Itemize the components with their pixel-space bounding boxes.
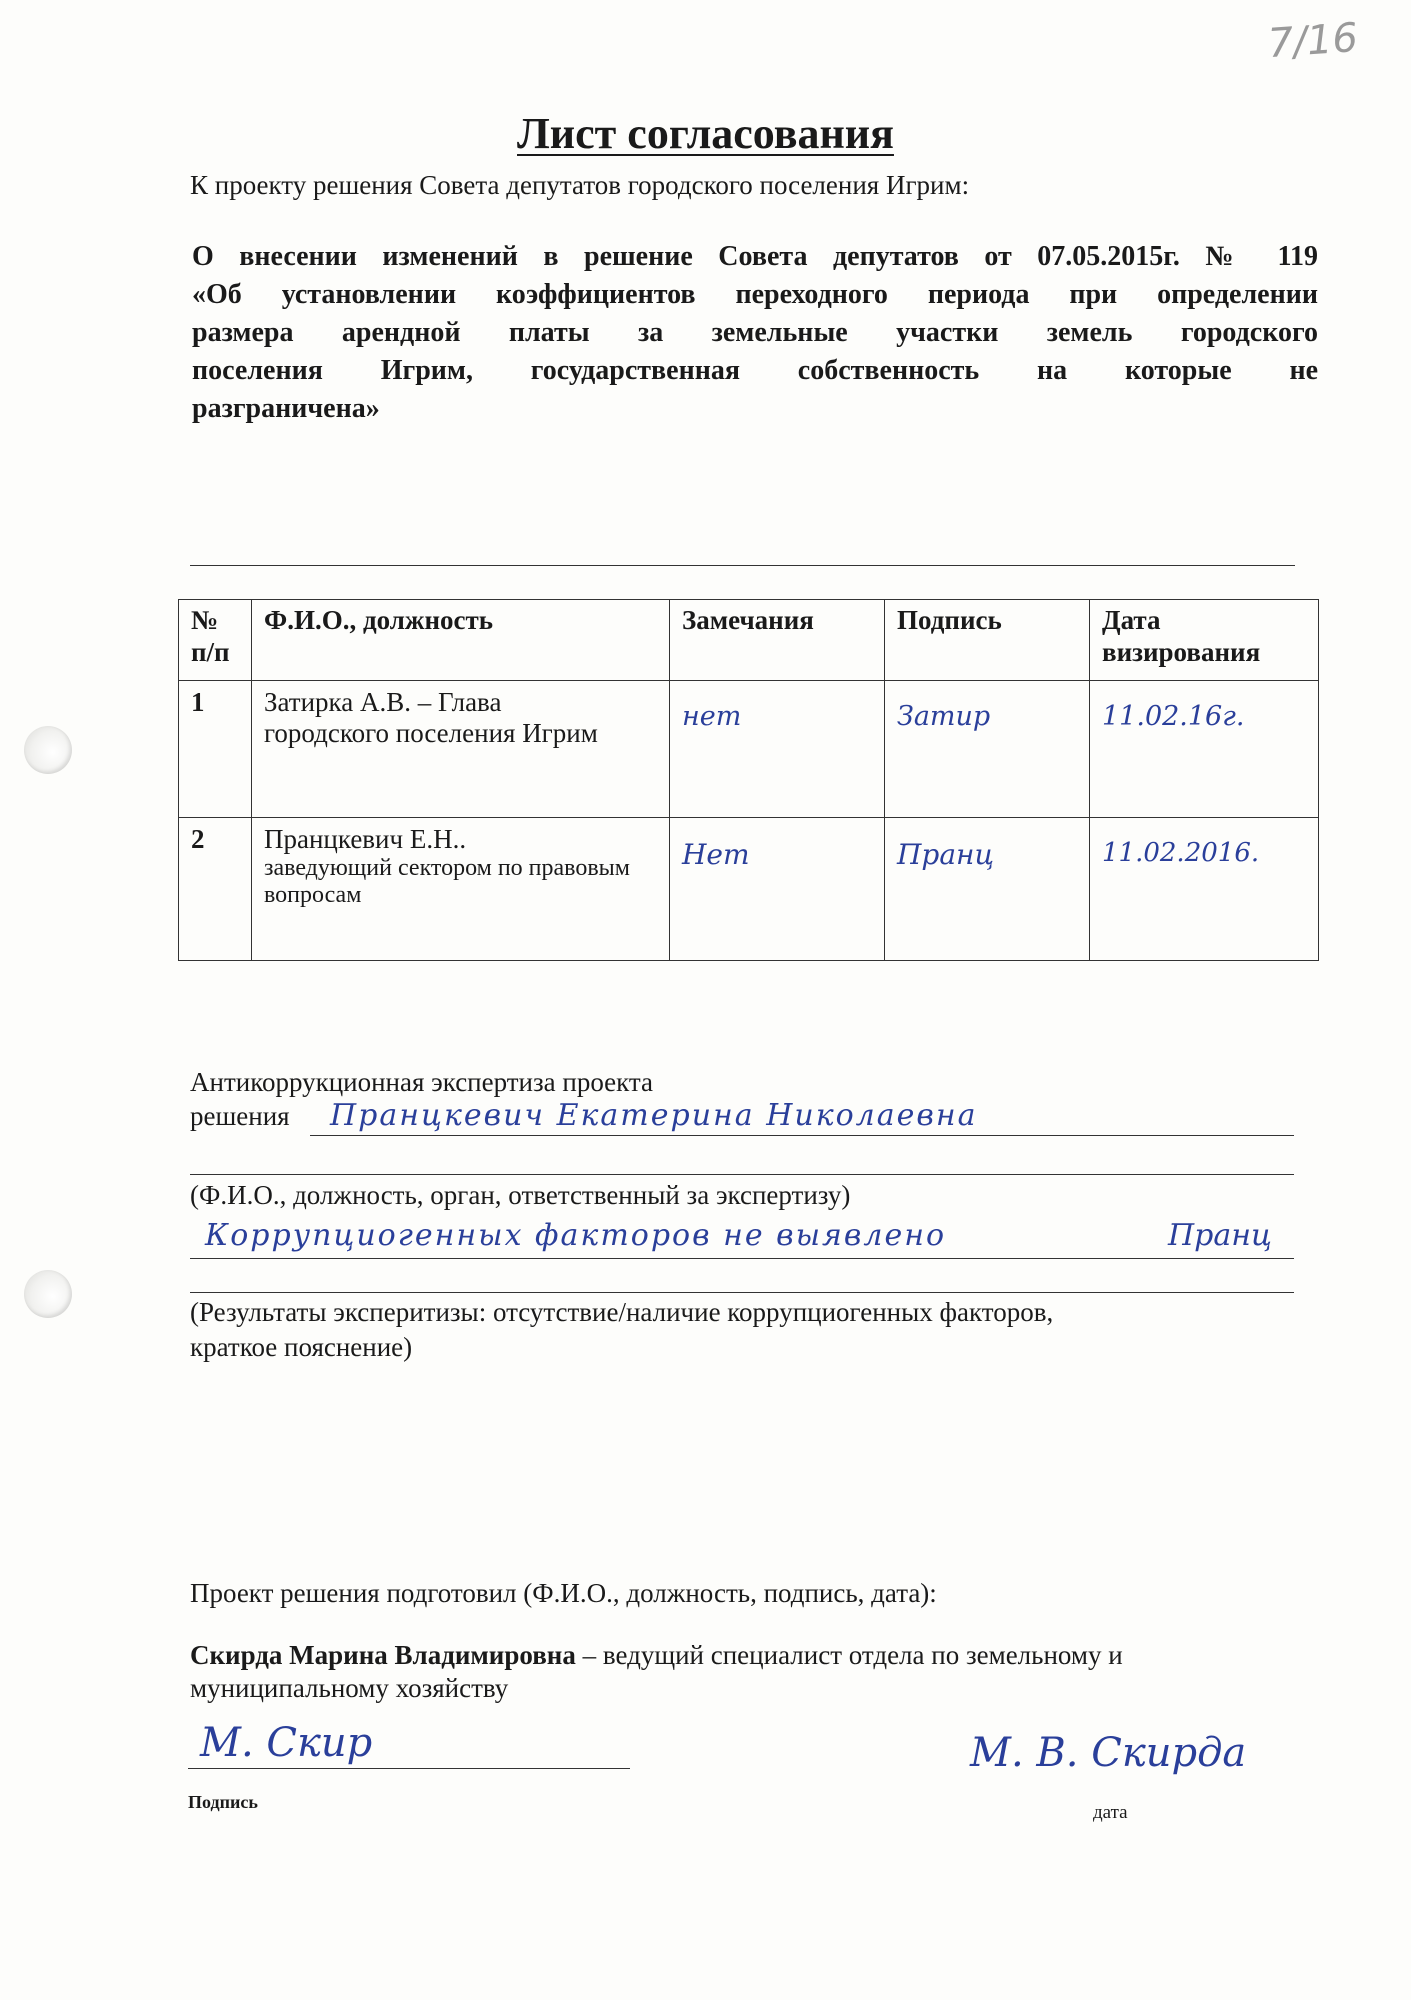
document-title: Лист согласования: [517, 109, 894, 158]
row-position: заведующий сектором по правовым вопросам: [264, 855, 630, 908]
date-label: дата: [1093, 1802, 1128, 1823]
punch-hole-bottom: [24, 1270, 72, 1318]
row-date: 11.02.2016.: [1090, 818, 1319, 961]
row-date: 11.02.16г.: [1090, 681, 1319, 818]
row-signature: Пранц: [885, 818, 1090, 961]
prepared-author: [190, 1640, 1123, 1671]
author-position: – ведущий специалист отдела по земельному и: [575, 1640, 1123, 1670]
author-signature-handwritten-2: М. В. Скирда: [970, 1730, 1247, 1776]
row-num: 1: [179, 681, 252, 818]
result-fill-line-2: [190, 1292, 1294, 1293]
page-number: 7/16: [1266, 14, 1360, 68]
expert-fill-line: [310, 1135, 1294, 1136]
expertise-result-caption: (Результаты эксперитизы: отсутствие/наличие коррупциогенных факторов,: [190, 1297, 1054, 1327]
author-name: Скирда Марина Владимировна: [190, 1640, 576, 1670]
header-date: Дата визирования: [1090, 600, 1319, 681]
expertise-heading: Антикоррукционная экспертиза проекта: [190, 1067, 654, 1097]
expertise-result-handwritten: Коррупциогенных факторов не выявлено: [205, 1218, 947, 1253]
header-num: № п/п: [179, 600, 252, 681]
expertise-expert-caption: (Ф.И.О., должность, орган, ответственный за экспертизу): [190, 1180, 851, 1210]
row-remarks: нет: [670, 681, 885, 818]
author-position-2: муниципальному хозяйству: [190, 1673, 509, 1703]
expertise-expert-handwritten: Пранцкевич Екатерина Николаевна: [330, 1098, 978, 1133]
subject-line: разграничена»: [192, 393, 380, 424]
subject-line: размера арендной платы за земельные участки земель городского: [192, 317, 1318, 348]
expert-fill-line-2: [190, 1174, 1294, 1175]
document-subject: [192, 238, 1318, 428]
expertise-result-signature: Пранц: [1168, 1218, 1272, 1253]
signature-label: Подпись: [188, 1792, 258, 1812]
row-position: городского поселения Игрим: [264, 718, 598, 748]
row-name: Затирка А.В. – Глава: [264, 687, 502, 717]
row-signature: Затир: [885, 681, 1090, 818]
expertise-result-caption-2: краткое пояснение): [190, 1332, 413, 1362]
result-fill-line: [190, 1258, 1294, 1259]
punch-hole-top: [24, 726, 72, 774]
row-name-cell: [252, 818, 670, 961]
row-name-cell: [252, 681, 670, 818]
table-row: [179, 681, 1319, 818]
document-subtitle: К проекту решения Совета депутатов городского поселения Игрим:: [190, 170, 970, 200]
header-remarks: Замечания: [670, 600, 885, 681]
row-name: Пранцкевич Е.Н..: [264, 824, 467, 854]
table-header-row: [179, 600, 1319, 681]
approval-table: [178, 599, 1319, 961]
header-signature: Подпись: [885, 600, 1090, 681]
subject-line: «Об установлении коэффициентов переходного периода при определении: [192, 279, 1318, 310]
table-row: [179, 818, 1319, 961]
expertise-decision-label: решения: [190, 1101, 290, 1131]
prepared-heading: Проект решения подготовил (Ф.И.О., должность, подпись, дата):: [190, 1578, 937, 1608]
subject-line: О внесении изменений в решение Совета депутатов от 07.05.2015г. № 119: [192, 241, 1318, 272]
header-name: Ф.И.О., должность: [252, 600, 670, 681]
row-num: 2: [179, 818, 252, 961]
subject-line: поселения Игрим, государственная собственность на которые не: [192, 355, 1318, 386]
separator-line: [190, 565, 1295, 566]
row-remarks: Нет: [670, 818, 885, 961]
signature-line: [188, 1768, 630, 1769]
author-signature-handwritten: М. Скир: [200, 1720, 373, 1766]
